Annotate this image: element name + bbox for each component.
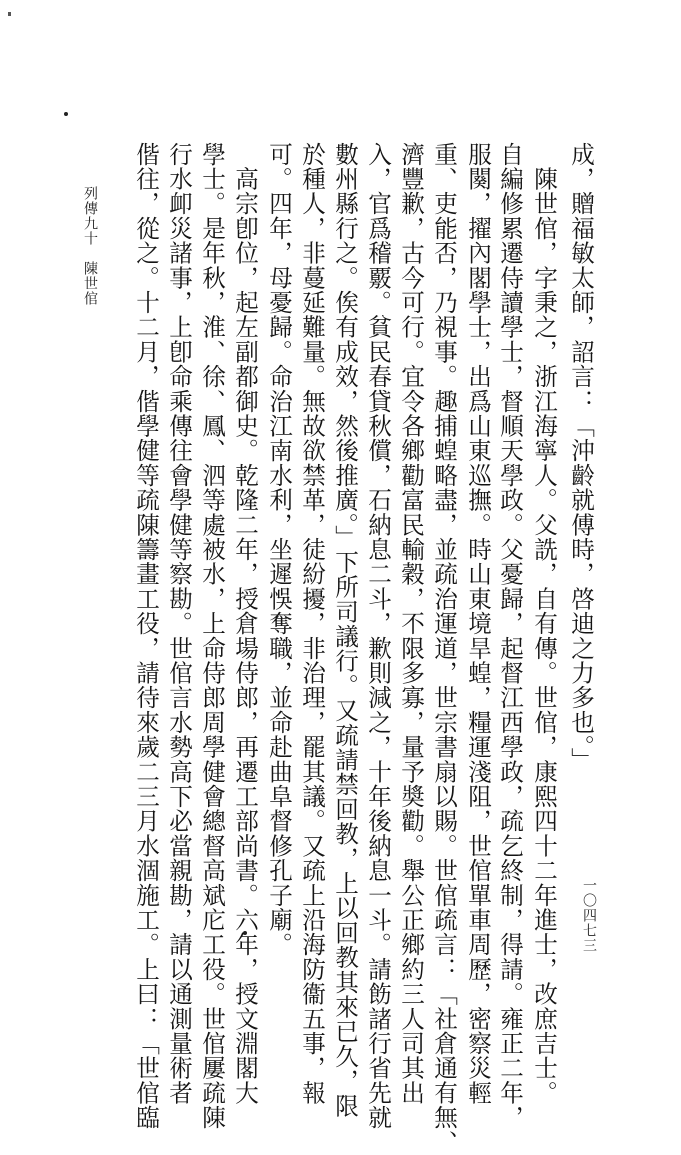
text-column: 行水卹災諸事，上卽命乘傳往會學健等察勘。世倌言水勢高下必當親勘，請以通測量術者	[165, 142, 193, 1106]
text-column: 陳世倌，字秉之，浙江海寧人。父詵，自有傳。世倌，康熙四十二年進士，改庶吉士。	[530, 142, 558, 1106]
text-column: 可。四年，母憂歸。命治江南水利，坐遲悞奪職，並命赴曲阜督修孔子廟。	[265, 142, 293, 958]
running-header: 列傳九十 陳世倌	[82, 186, 98, 306]
text-column: 成，贈福敏太師，詔言：「沖齡就傅時，啓迪之力多也。」	[567, 142, 595, 773]
text-column: 學士。是年秋，淮、徐、鳳、泗等處被水，上命侍郎周學健會總督高斌庀工役。世倌屢疏陳	[198, 142, 226, 1130]
page-number: 一〇四七三	[581, 878, 597, 953]
text-column: 自編修累遷侍讀學士，督順天學政。父憂歸，起督江西學政，疏乞終制，得請。雍正二年，	[496, 142, 524, 1130]
text-column: 重、吏能否，乃視事。趣捕蝗略盡，並疏治運道，世宗書扇以賜。世倌疏言：「社倉通有無、	[430, 142, 458, 1155]
text-column: 數州縣行之。俟有成效，然後推廣。」下所司議行。又疏請禁回教，上以回教其來已久，限	[331, 142, 359, 1119]
text-column: 濟豐歉，古今可行。宜令各鄉勸富民輸穀，不限多寡，量予奬勸。舉公正鄉約三人司其出	[397, 142, 425, 1106]
text-column: 於種人，非蔓延難量。無故欲禁革，徒紛擾，非治理，罷其議。又疏上沿海防衞五事，報	[298, 142, 326, 1106]
text-column: 偕往，從之。十二月，偕學健等疏陳籌畫工役，請待來歲二三月水涸施工。上曰：「世倌臨	[132, 142, 160, 1130]
scan-mark	[8, 12, 11, 16]
text-column: 入，官爲稽覈。貧民春貸秋償，石納息二斗，歉則減之，十年後納息一斗。請飭諸行省先就	[364, 142, 392, 1130]
text-column: 高宗卽位，起左副都御史。乾隆二年，授倉場侍郎，再遷工部尚書。六年，授文淵閣大	[231, 142, 259, 1106]
text-column: 服闋，擢內閣學士，出爲山東巡撫。時山東境旱蝗，糧運淺阻，世倌單車周歷，密察災輕	[464, 142, 492, 1106]
scan-speck	[64, 112, 68, 116]
